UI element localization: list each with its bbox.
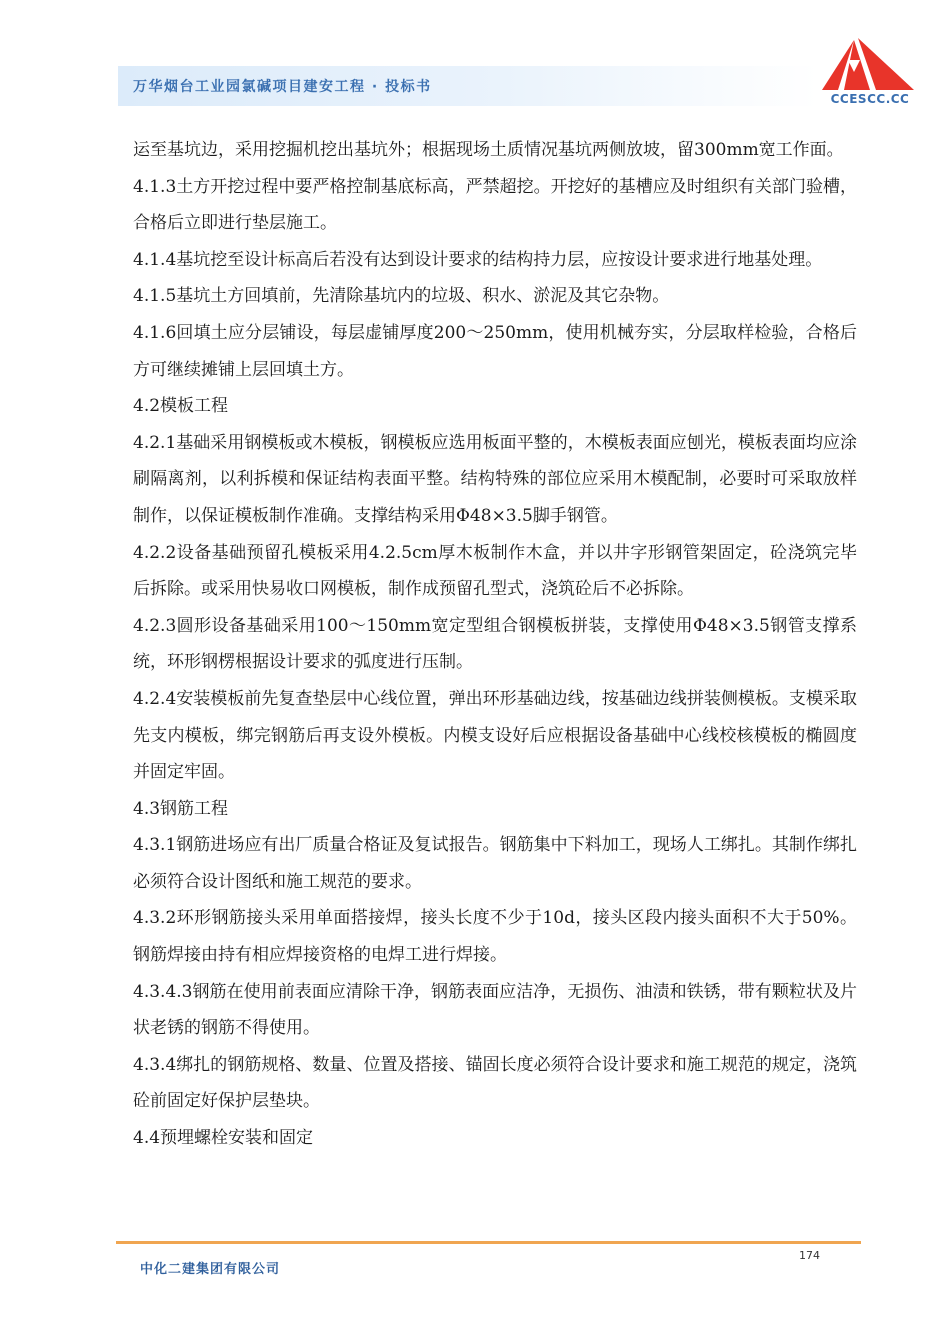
document-body (133, 132, 857, 1157)
logo-mountain-icon (818, 36, 922, 92)
paragraph: 4.3.2环形钢筋接头采用单面搭接焊，接头长度不少于10d，接头区段内接头面积不大于50%。钢筋焊接由持有相应焊接资格的电焊工进行焊接。 (133, 908, 857, 966)
section-heading: 4.4预埋螺栓安装和固定 (133, 1128, 314, 1149)
paragraph: 4.2.3圆形设备基础采用100～150mm宽定型组合钢模板拼装，支撑使用Φ48×3.5钢管支撑系统，环形钢楞根据设计要求的弧度进行压制。 (133, 615, 857, 673)
paragraph: 4.2.4安装模板前先复查垫层中心线位置，弹出环形基础边线，按基础边线拼装侧模板。支模采取先支内模板，绑完钢筋后再支设外模板。内模支设好后应根据设备基础中心线校核模板的椭圆度并固定牢固。 (133, 688, 857, 783)
paragraph: 4.1.5基坑土方回填前，先清除基坑内的垃圾、积水、淤泥及其它杂物。 (133, 286, 670, 307)
paragraph: 4.3.1钢筋进场应有出厂质量合格证及复试报告。钢筋集中下料加工，现场人工绑扎。其制作绑扎必须符合设计图纸和施工规范的要求。 (133, 835, 857, 892)
page-number: 174 (799, 1249, 820, 1262)
logo-text: CCESCC.CC (830, 92, 910, 106)
paragraph: 4.3.4.3钢筋在使用前表面应清除干净，钢筋表面应洁净，无损伤、油渍和铁锈，带有颗粒状及片状老锈的钢筋不得使用。 (133, 981, 857, 1039)
section-heading: 4.3钢筋工程 (133, 798, 229, 819)
section-heading: 4.2模板工程 (133, 396, 229, 417)
paragraph: 4.1.3土方开挖过程中要严格控制基底标高，严禁超挖。开挖好的基槽应及时组织有关部门验槽，合格后立即进行垫层施工。 (133, 176, 857, 234)
paragraph: 4.1.6回填土应分层铺设，每层虚铺厚度200～250mm，使用机械夯实，分层取样检验，合格后方可继续摊铺上层回填土方。 (133, 322, 857, 380)
header-title: 万华烟台工业园氯碱项目建安工程 · 投标书 (133, 79, 432, 95)
paragraph: 4.2.1基础采用钢模板或木模板，钢模板应选用板面平整的，木模板表面应刨光，模板表面均应涂刷隔离剂，以利拆模和保证结构表面平整。结构特殊的部位应采用木模配制，必要时可采取放样制作，以保证模板制作准确。支撑结构采用Φ48×3.5脚手钢管。 (133, 432, 857, 526)
paragraph: 4.1.4基坑挖至设计标高后若没有达到设计要求的结构持力层，应按设计要求进行地基处理。 (133, 249, 823, 270)
footer-company-name: 中化二建集团有限公司 (140, 1262, 281, 1277)
paragraph: 运至基坑边，采用挖掘机挖出基坑外；根据现场土质情况基坑两侧放坡，留300mm宽工作面。 (133, 140, 844, 160)
company-logo (818, 36, 922, 114)
paragraph: 4.2.2设备基础预留孔模板采用4.2.5cm厚木板制作木盒，并以井字形钢管架固定，砼浇筑完毕后拆除。或采用快易收口网模板，制作成预留孔型式，浇筑砼后不必拆除。 (133, 542, 857, 600)
paragraph: 4.3.4绑扎的钢筋规格、数量、位置及搭接、锚固长度必须符合设计要求和施工规范的规定，浇筑砼前固定好保护层垫块。 (133, 1054, 857, 1112)
footer-divider (116, 1241, 861, 1244)
